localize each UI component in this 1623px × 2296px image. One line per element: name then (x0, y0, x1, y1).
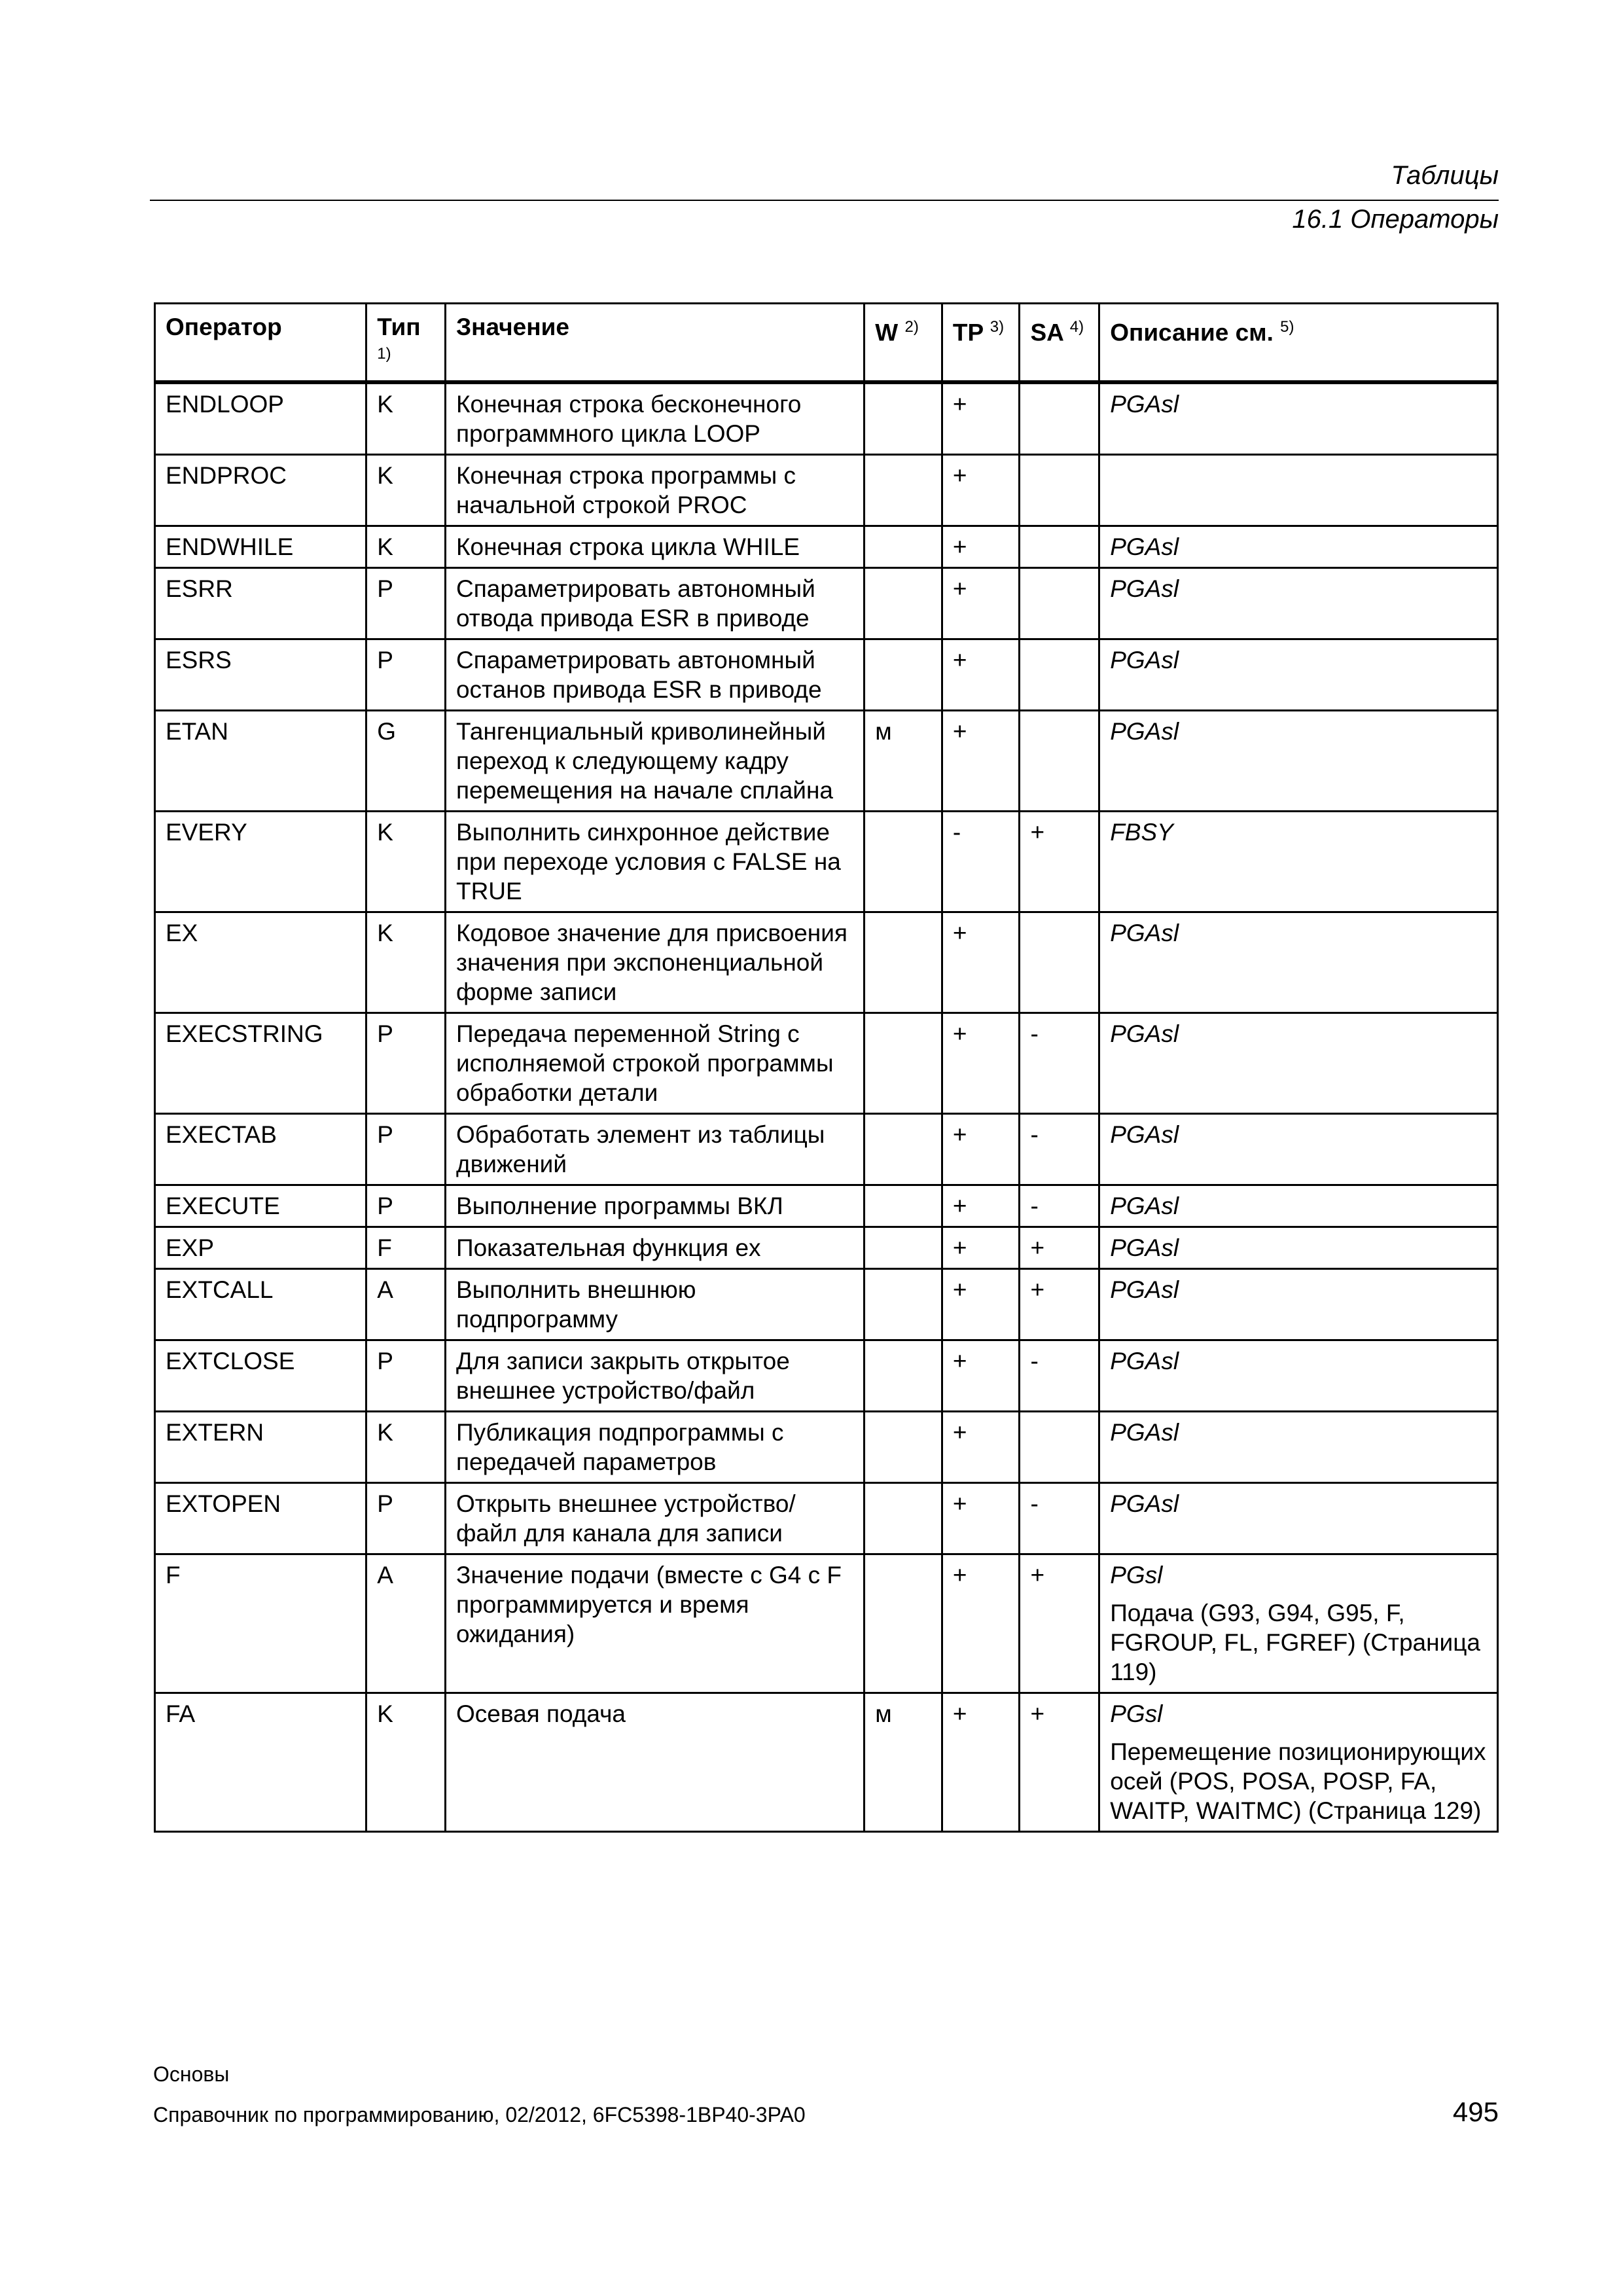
sa-cell (1020, 711, 1099, 812)
w-cell (865, 1483, 942, 1554)
section-title: 16.1 Операторы (1292, 205, 1499, 234)
sa-cell: - (1020, 1114, 1099, 1185)
w-cell: м (865, 711, 942, 812)
description-cell (1099, 1114, 1498, 1185)
description-cell (1099, 1693, 1498, 1832)
tp-cell: + (942, 1693, 1020, 1832)
description-cell (1099, 812, 1498, 912)
tp-cell: - (942, 812, 1020, 912)
col-header-sa: SA $^{4)}$ (1020, 304, 1099, 383)
table-row (155, 812, 1498, 912)
meaning-cell: Конечная строка цикла WHILE (445, 526, 864, 568)
reference-link[interactable]: Перемещение позиционирующих осей (POS, POSA, POSP, FA, WAITP, WAITMC) (Страница 129) (1110, 1738, 1486, 1824)
table-row (155, 1693, 1498, 1832)
description-cell (1099, 568, 1498, 639)
sa-cell (1020, 526, 1099, 568)
tp-cell: + (942, 1412, 1020, 1483)
reference-code: PGAsl (1110, 1276, 1179, 1303)
sa-cell (1020, 382, 1099, 455)
table-row (155, 1340, 1498, 1412)
table-row (155, 711, 1498, 812)
table-row (155, 1269, 1498, 1340)
reference-code: FBSY (1110, 819, 1173, 846)
operator-cell: F (155, 1554, 366, 1693)
description-cell (1099, 1013, 1498, 1114)
table-row (155, 568, 1498, 639)
operator-cell: EXTERN (155, 1412, 366, 1483)
description-cell (1099, 1185, 1498, 1227)
reference-code: PGAsl (1110, 533, 1179, 560)
operator-cell: EXTCLOSE (155, 1340, 366, 1412)
sa-cell: + (1020, 1554, 1099, 1693)
reference-code: PGAsl (1110, 920, 1179, 946)
type-cell: A (366, 1554, 446, 1693)
table-header-row (155, 304, 1498, 383)
w-cell (865, 455, 942, 526)
sa-cell (1020, 568, 1099, 639)
reference-code: PGsl (1110, 1700, 1163, 1727)
description-cell (1099, 639, 1498, 711)
tp-cell: + (942, 382, 1020, 455)
operator-cell: ETAN (155, 711, 366, 812)
w-cell (865, 812, 942, 912)
footer-document: Справочник по программированию, 02/2012, 6FC5398-1BP40-3PA0 (153, 2103, 806, 2126)
tp-cell: + (942, 568, 1020, 639)
chapter-title: Таблицы (1391, 161, 1499, 190)
type-cell: P (366, 1483, 446, 1554)
table-row (155, 1483, 1498, 1554)
meaning-cell: Передача переменной String с исполняемой строкой программы обработки детали (445, 1013, 864, 1114)
w-cell (865, 912, 942, 1013)
type-cell: P (366, 1185, 446, 1227)
col-header-meaning: Значение (445, 304, 864, 383)
tp-cell: + (942, 1013, 1020, 1114)
tp-cell: + (942, 1340, 1020, 1412)
meaning-cell: Конечная строка бесконечного программного цикла LOOP (445, 382, 864, 455)
type-cell: K (366, 1412, 446, 1483)
reference-link[interactable]: Подача (G93, G94, G95, F, FGROUP, FL, FGREF) (Страница 119) (1110, 1600, 1480, 1685)
operators-table (154, 302, 1499, 1833)
operator-cell: FA (155, 1693, 366, 1832)
table-row (155, 639, 1498, 711)
sa-cell: - (1020, 1340, 1099, 1412)
type-cell: A (366, 1269, 446, 1340)
meaning-cell: Конечная строка программы с начальной строкой PROC (445, 455, 864, 526)
w-cell (865, 382, 942, 455)
w-cell (865, 1227, 942, 1269)
reference-code: PGAsl (1110, 1121, 1179, 1148)
reference-code: PGAsl (1110, 391, 1179, 418)
meaning-cell: Публикация подпрограммы с передачей параметров (445, 1412, 864, 1483)
meaning-cell: Значение подачи (вместе с G4 с F программируется и время ожидания) (445, 1554, 864, 1693)
operator-cell: EXTOPEN (155, 1483, 366, 1554)
table-row (155, 1412, 1498, 1483)
tp-cell: + (942, 912, 1020, 1013)
sa-cell: + (1020, 812, 1099, 912)
footnote-marker: 3) (990, 318, 1005, 336)
reference-code: PGAsl (1110, 1348, 1179, 1374)
table-row (155, 1227, 1498, 1269)
w-cell (865, 1013, 942, 1114)
meaning-cell: Выполнить синхронное действие при переходе условия с FALSE на TRUE (445, 812, 864, 912)
col-header-description: Описание см. $^{5)}$ (1099, 304, 1498, 383)
type-cell: G (366, 711, 446, 812)
footnote-marker: 2) (904, 318, 919, 336)
meaning-cell: Выполнить внешнюю подпрограмму (445, 1269, 864, 1340)
type-cell: F (366, 1227, 446, 1269)
col-header-tp: TP $^{3)}$ (942, 304, 1020, 383)
w-cell (865, 1412, 942, 1483)
meaning-cell: Спараметрировать автономный отвода привода ESR в приводе (445, 568, 864, 639)
w-cell (865, 568, 942, 639)
meaning-cell: Кодовое значение для присвоения значения при экспоненциальной форме записи (445, 912, 864, 1013)
w-cell (865, 1340, 942, 1412)
type-cell: P (366, 639, 446, 711)
col-header-operator: Оператор (155, 304, 366, 383)
table-row (155, 1554, 1498, 1693)
operator-cell: ENDWHILE (155, 526, 366, 568)
sa-cell: + (1020, 1693, 1099, 1832)
reference-code: PGAsl (1110, 1490, 1179, 1517)
description-cell (1099, 1554, 1498, 1693)
tp-cell: + (942, 1114, 1020, 1185)
table-row (155, 455, 1498, 526)
footnote-marker: 5) (1280, 318, 1294, 336)
sa-cell (1020, 912, 1099, 1013)
col-header-type: Тип 1) (366, 304, 446, 383)
type-cell: K (366, 526, 446, 568)
tp-cell: + (942, 526, 1020, 568)
header-rule (150, 200, 1499, 201)
sa-cell: + (1020, 1269, 1099, 1340)
operator-cell: EX (155, 912, 366, 1013)
reference-code: PGAsl (1110, 647, 1179, 673)
type-cell: P (366, 568, 446, 639)
w-cell: м (865, 1693, 942, 1832)
sa-cell (1020, 1412, 1099, 1483)
w-cell (865, 1114, 942, 1185)
table-row (155, 912, 1498, 1013)
meaning-cell: Выполнение программы ВКЛ (445, 1185, 864, 1227)
table-row (155, 1013, 1498, 1114)
sa-cell: - (1020, 1483, 1099, 1554)
tp-cell: + (942, 455, 1020, 526)
operator-cell: EXTCALL (155, 1269, 366, 1340)
type-cell: P (366, 1114, 446, 1185)
sa-cell: - (1020, 1185, 1099, 1227)
operator-cell: ENDLOOP (155, 382, 366, 455)
footnote-marker: 1) (377, 345, 391, 363)
operator-cell: EVERY (155, 812, 366, 912)
col-header-w: W $^{2)}$ (865, 304, 942, 383)
table-row (155, 382, 1498, 455)
description-cell (1099, 455, 1498, 526)
description-cell (1099, 1340, 1498, 1412)
operator-cell: EXECUTE (155, 1185, 366, 1227)
type-cell: K (366, 812, 446, 912)
operator-cell: ENDPROC (155, 455, 366, 526)
tp-cell: + (942, 1483, 1020, 1554)
table-row (155, 526, 1498, 568)
description-cell (1099, 711, 1498, 812)
reference-code: PGsl (1110, 1562, 1163, 1588)
description-cell (1099, 1412, 1498, 1483)
description-cell (1099, 912, 1498, 1013)
tp-cell: + (942, 1227, 1020, 1269)
reference-code: PGAsl (1110, 1020, 1179, 1047)
table-row (155, 1185, 1498, 1227)
sa-cell (1020, 455, 1099, 526)
tp-cell: + (942, 711, 1020, 812)
meaning-cell: Осевая подача (445, 1693, 864, 1832)
type-cell: P (366, 1340, 446, 1412)
w-cell (865, 1269, 942, 1340)
meaning-cell: Спараметрировать автономный останов привода ESR в приводе (445, 639, 864, 711)
reference-code: PGAsl (1110, 1193, 1179, 1219)
type-cell: K (366, 912, 446, 1013)
reference-code: PGAsl (1110, 718, 1179, 745)
w-cell (865, 1554, 942, 1693)
tp-cell: + (942, 639, 1020, 711)
meaning-cell: Открыть внешнее устройство/файл для канала для записи (445, 1483, 864, 1554)
w-cell (865, 639, 942, 711)
description-cell (1099, 1483, 1498, 1554)
reference-code: PGAsl (1110, 575, 1179, 602)
description-cell (1099, 382, 1498, 455)
sa-cell: - (1020, 1013, 1099, 1114)
meaning-cell: Для записи закрыть открытое внешнее устройство/файл (445, 1340, 864, 1412)
tp-cell: + (942, 1185, 1020, 1227)
reference-code: PGAsl (1110, 1234, 1179, 1261)
footer-section: Основы (153, 2062, 230, 2086)
page-number: 495 (1452, 2096, 1499, 2127)
operator-cell: EXECSTRING (155, 1013, 366, 1114)
operator-cell: EXECTAB (155, 1114, 366, 1185)
description-cell (1099, 1227, 1498, 1269)
description-cell (1099, 526, 1498, 568)
sa-cell: + (1020, 1227, 1099, 1269)
type-cell: K (366, 455, 446, 526)
operator-cell: ESRS (155, 639, 366, 711)
type-cell: K (366, 382, 446, 455)
w-cell (865, 1185, 942, 1227)
tp-cell: + (942, 1554, 1020, 1693)
meaning-cell: Показательная функция ex (445, 1227, 864, 1269)
tp-cell: + (942, 1269, 1020, 1340)
meaning-cell: Обработать элемент из таблицы движений (445, 1114, 864, 1185)
operator-cell: ESRR (155, 568, 366, 639)
type-cell: K (366, 1693, 446, 1832)
sa-cell (1020, 639, 1099, 711)
reference-code: PGAsl (1110, 1419, 1179, 1446)
type-cell: P (366, 1013, 446, 1114)
operator-cell: EXP (155, 1227, 366, 1269)
footnote-marker: 4) (1069, 318, 1084, 336)
meaning-cell: Тангенциальный криволинейный переход к следующему кадру перемещения на начале сплайна (445, 711, 864, 812)
description-cell (1099, 1269, 1498, 1340)
w-cell (865, 526, 942, 568)
table-row (155, 1114, 1498, 1185)
